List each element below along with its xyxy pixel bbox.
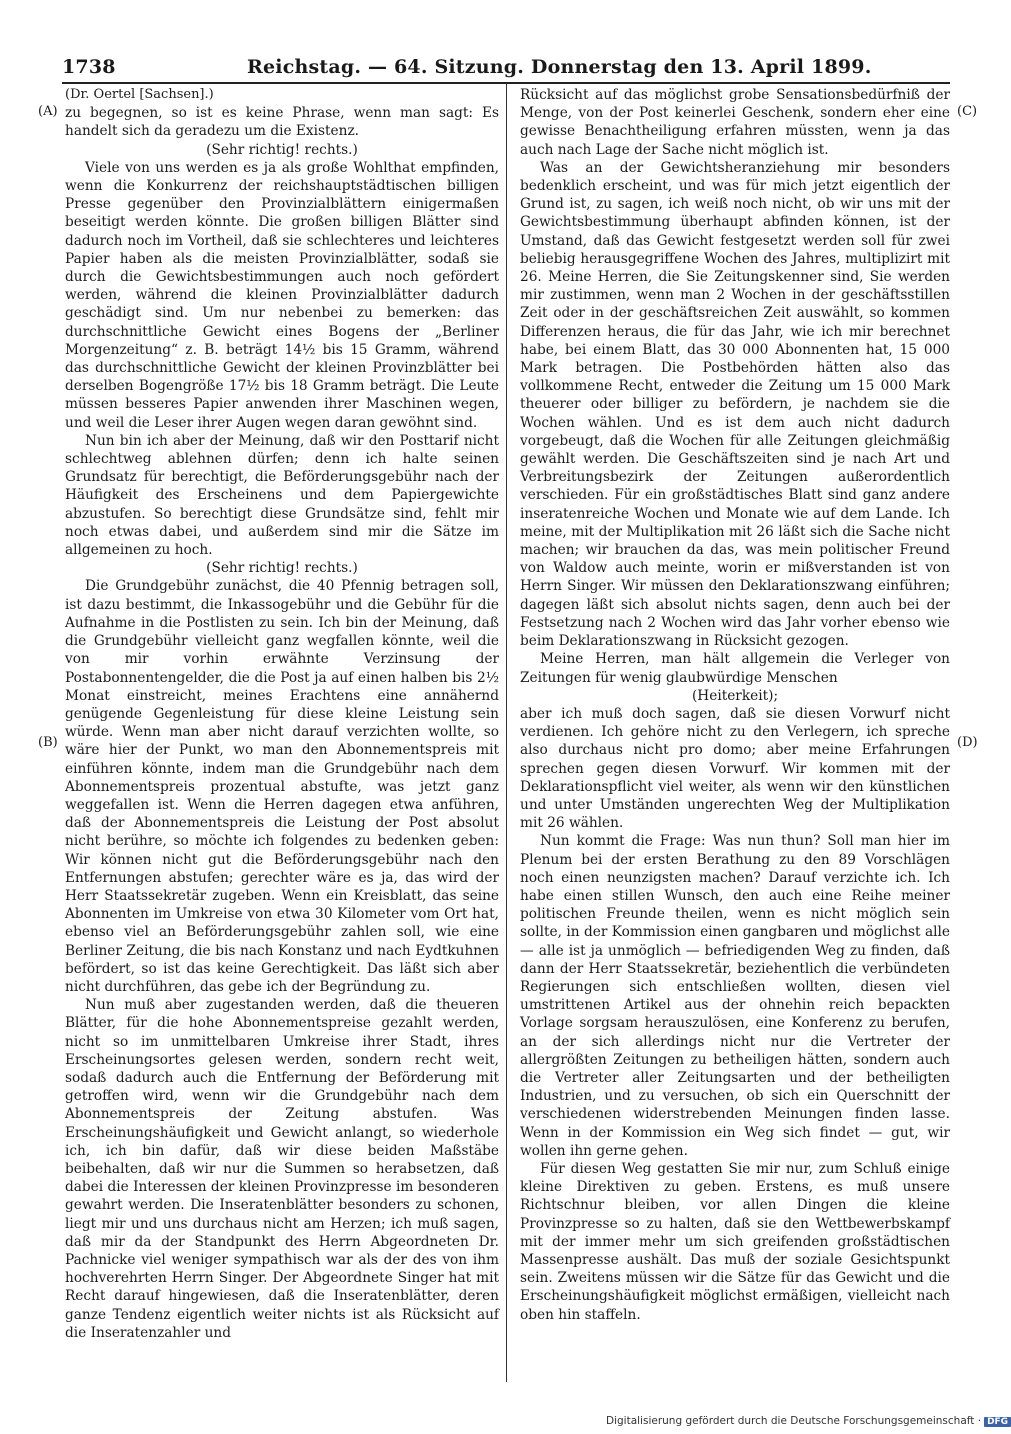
paragraph: aber ich muß doch sagen, daß sie diesen Vorwurf nicht verdienen. Ich gehöre nicht zu den Verlegern, ich spreche also durchaus nicht pro domo; aber meine Erfahrungen sprechen gegen diesen Vorwurf. Wir kommen mit der Deklarationspflicht viel weiter, als wenn wir den künstlichen und unter Umständen ungerechten Weg der Multiplikation mit 26 wählen.: [520, 705, 950, 832]
paragraph: Viele von uns werden es ja als große Wohlthat empfinden, wenn die Konkurrenz der reichshauptstädtischen billigen Presse gegenüber den Provinzialblättern einigermaßen beseitigt werden könnte. Die großen billigen Blätter sind dadurch noch im Vortheil, daß sie schlechteres und leichteres Papier haben als die meisten Provinzialblätter, sodaß sie durch die Gewichtsbestimmungen auch noch gefördert werden, während die kleinen Provinzialblätter dadurch geschädigt sind. Um nur nebenbei zu bemerken: das durchschnittliche Gewicht eines Bogens der „Berliner Morgenzeitung“ z. B. beträgt 14½ bis 15 Gramm, während das durchschnittliche Gewicht der kleinen Provinzblätter bei derselben Bogengröße 17½ bis 18 Gramm beträgt. Die Leute müssen besseres Papier anwenden ihrer Maschinen wegen, und weil die Leser ihrer Augen wegen daran gewöhnt sind.: [65, 159, 499, 431]
running-title: Reichstag. — 64. Sitzung. Donnerstag den 13. April 1899.: [247, 56, 872, 78]
interjection: (Sehr richtig! rechts.): [206, 560, 358, 577]
page-header: [62, 56, 950, 80]
interjection: (Heiterkeit);: [691, 687, 779, 704]
margin-marker-b: (B): [38, 735, 58, 750]
page-number: 1738: [62, 56, 116, 78]
paragraph: Nun muß aber zugestanden werden, daß die theueren Blätter, für die hohe Abonnementspreise gezahlt werden, nicht so im unmittelbaren Umkreise ihrer Stadt, ihres Erscheinungsortes gelesen werden, sondern recht weit, sodaß dadurch auch die Entfernung der Beförderung mit getroffen wird, wenn wir die Grundgebühr nach dem Abonnementspreis der Zeitung abstufen. Was Erscheinungshäufigkeit und Gewicht anlangt, so wiederhole ich, ich bin dafür, daß wir diese beiden Maßstäbe beibehalten, daß wir nur die Summen so herabsetzen, daß dabei die Interessen der kleinen Provinzpresse im besonderen gewahrt werden. Die Inseratenblätter besonders zu schonen, liegt mir und uns durchaus nicht am Herzen; ich muß sagen, daß mir da der Standpunkt des Herrn Abgeordneten Dr. Pachnicke viel weniger sympathisch war als der des von ihm hochverehrten Herrn Singer. Der Abgeordnete Singer hat mit Recht darauf hingewiesen, daß die Inseratenblätter, deren ganze Tendenz eigentlich weiter nichts ist als Rücksicht auf die Inseratenzahler und: [65, 997, 499, 1341]
paragraph: zu begegnen, so ist es keine Phrase, wenn man sagt: Es handelt sich da geradezu um die Existenz.: [65, 105, 499, 140]
paragraph: Rücksicht auf das möglichst grobe Sensationsbedürfniß der Menge, von der Post keinerlei Geschenk, sondern eher eine gewisse Benachtheiligung erfahren müssten, wenn ja das auch nach Lage der Sache nicht möglich ist.: [520, 87, 950, 158]
paragraph: Nun bin ich aber der Meinung, daß wir den Posttarif nicht schlechtweg ablehnen dürfen; denn ich halte seinen Grundsatz für berechtigt, die Beförderungsgebühr nach der Häufigkeit des Erscheinens und dem Papiergewichte abzustufen. So berechtigt diese Grundsätze sind, fehlt mir noch etwas dabei, und außerdem sind mir die Sätze im allgemeinen zu hoch.: [65, 432, 499, 559]
footer-credit: [606, 1415, 1009, 1431]
left-column: [65, 86, 499, 1342]
speaker-label: (Dr. Oertel [Sachsen].): [65, 87, 214, 102]
margin-marker-c: (C): [957, 104, 978, 119]
paragraph: Für diesen Weg gestatten Sie mir nur, zum Schluß einige kleine Direktiven zu geben. Erstens, es muß unsere Richtschnur bleiben, vor allen Dingen die kleine Provinzpresse so zu halten, daß sie den Wettbewerbskampf mit der immer mehr um sich greifenden großstädtischen Massenpresse aushält. Das muß der soziale Gesichtspunkt sein. Zweitens müssen wir die Sätze für das Gewicht und die Erscheinungshäufigkeit möglichst ermäßigen, vielleicht nach oben hin staffeln.: [520, 1160, 950, 1323]
margin-marker-a: (A): [38, 104, 58, 119]
paragraph: Die Grundgebühr zunächst, die 40 Pfennig betragen soll, ist dazu bestimmt, die Inkassogebühr und die Gebühr für die Aufnahme in die Postlisten zu sein. Ich bin der Meinung, daß die Grundgebühr vielleicht ganz wegfallen könnte, weil die von mir vorhin erwähnte Verzinsung der Postabonnentengelder, die die Post ja auf einen halben bis 2½ Monat einstreicht, meines Erachtens eine annähernd genügende Gegenleistung für diese kleine Leistung sein würde. Wenn man aber nicht darauf verzichten wollte, so wäre hier der Punkt, wo man den Abonnementspreis mit einführen könnte, indem man die Grundgebühr nach dem Abonnementspreis prozentual abstufte, was jetzt ganz weggefallen ist. Wenn die Herren dagegen etwa anführen, daß der Abonnementspreis die Leistung der Post absolut nicht berühre, so möchte ich folgendes zu bedenken geben: Wir können nicht gut die Beförderungsgebühr nach den Entfernungen abstufen; gerechter wäre es ja, das wird der Herr Staatssekretär zugeben. Wenn ein Kreisblatt, das seine Abonnenten im Umkreise von etwa 30 Kilometer vom Ort hat, ebenso viel an Beförderungsgebühr zahlen soll, wie eine Berliner Zeitung, die bis nach Konstanz und nach Eydtkuhnen befördert, so ist das keine Gerechtigkeit. Das läßt sich aber nicht durchführen, das gebe ich der Begründung zu.: [65, 578, 499, 995]
paragraph: Nun kommt die Frage: Was nun thun? Soll man hier im Plenum bei der ersten Berathung zu den 89 Vorschlägen noch einen neunzigsten machen? Darauf verzichte ich. Ich habe einen stillen Wunsch, den auch eine Reihe meiner politischen Freunde theilen, wenn es nicht möglich sein sollte, in der Kommission einen gangbaren und möglichst alle — alle ist ja unmöglich — befriedigenden Weg zu finden, daß dann der Herr Staatssekretär, beziehentlich die verbündeten Regierungen sich entschließen wollten, diesen viel umstrittenen Artikel aus der ohnehin reich bepackten Vorlage sorgsam herauszulösen, eine Konferenz zu berufen, an der sich allerdings nicht nur die Vertreter der allergrößten Zeitungen zu betheiligen hätten, sondern auch die Vertreter aller Zeitungsarten und der betheiligten Industrien, und zu versuchen, ob sich ein Querschnitt der verschiedenen widerstrebenden Meinungen finden lasse. Wenn in der Kommission ein Weg sich findet — gut, wir wollen ihn gerne gehen.: [520, 833, 950, 1159]
paragraph: Meine Herren, man hält allgemein die Verleger von Zeitungen für wenig glaubwürdige Menschen: [520, 651, 950, 686]
dfg-logo: DFG: [984, 1417, 1011, 1427]
footer-text: Digitalisierung gefördert durch die Deutsche Forschungsgemeinschaft ·: [606, 1415, 982, 1427]
interjection: (Sehr richtig! rechts.): [206, 141, 358, 158]
right-column: [520, 86, 950, 1324]
margin-marker-d: (D): [957, 735, 978, 750]
column-divider: [506, 84, 507, 1382]
paragraph: Was an der Gewichtsheranziehung mir besonders bedenklich erscheint, und was für mich jetzt eigentlich der Grund ist, zu sagen, ich weiß noch nicht, ob wir uns mit der Gewichtsbestimmung überhaupt abfinden können, ist der Umstand, daß das Gewicht festgesetzt werden soll für zwei beliebig herausgegriffene Wochen des Jahres, multiplizirt mit 26. Meine Herren, die Sie Zeitungskenner sind, Sie werden mir zustimmen, wenn man 2 Wochen in der geschäftsstillen Zeit oder in der geschäftsreichen Zeit auswählt, so kommen Differenzen heraus, die für das Jahr, wie ich mir berechnet habe, bei einem Blatt, das 30 000 Abonnenten hat, 15 000 Mark betragen. Die Postbehörden hätten also das vollkommene Recht, entweder die Zeitung um 15 000 Mark theuerer oder billiger zu befördern, je nachdem sie die Wochen wählen. Und es ist dem auch nicht dadurch vorgebeugt, daß die Wochen für alle Zeitungen gleichmäßig gewählt werden. Die Geschäftszeiten sind je nach Art und Verbreitungsbezirk der Zeitungen außerordentlich verschieden. Für ein großstädtisches Blatt sind ganz andere inseratenreiche Wochen und Monate wie auf dem Lande. Ich meine, mit der Multiplikation mit 26 läßt sich die Sache nicht machen; wir brauchen da das, was mein politischer Freund von Waldow auch meinte, worin er mißverstanden ist von Herrn Singer. Wir müssen den Deklarationszwang einführen; dagegen läßt sich absolut nichts sagen, denn auch bei der Festsetzung nach 2 Wochen wird das Jahr vorher ebenso wie beim Deklarationszwang in Rücksicht gezogen.: [520, 159, 950, 650]
